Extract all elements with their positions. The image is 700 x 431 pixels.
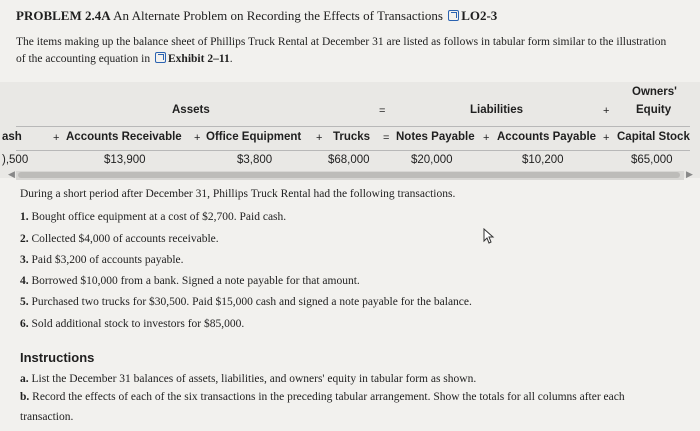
- col-header-office-equipment: Office Equipment: [206, 131, 302, 143]
- value-accounts-payable: $10,200: [522, 154, 564, 166]
- transaction-number: 3.: [20, 254, 29, 266]
- plus-sign: +: [603, 105, 610, 117]
- intro-end: .: [229, 53, 233, 65]
- instruction-letter: b.: [20, 391, 30, 403]
- value-accounts-receivable: $13,900: [104, 154, 146, 166]
- transaction-text: Sold additional stock to investors for $85,000.: [31, 318, 245, 330]
- external-link-icon[interactable]: [448, 10, 459, 21]
- col-header-accounts-payable: Accounts Payable: [497, 131, 597, 143]
- problem-number: PROBLEM 2.4A: [16, 8, 111, 23]
- scroll-right-arrow-icon[interactable]: ▶: [686, 169, 693, 179]
- scroll-left-arrow-icon[interactable]: ◀: [8, 169, 15, 179]
- value-notes-payable: $20,000: [411, 154, 453, 166]
- intro-text: The items making up the balance sheet of Phillips Truck Rental at December 31 are listed as follows in tabular form similar to the illustration of the accounting equation in: [16, 36, 667, 65]
- transaction-number: 4.: [20, 275, 29, 287]
- transaction-text: Bought office equipment at a cost of $2,700. Paid cash.: [31, 211, 287, 223]
- instruction-b: [20, 387, 680, 427]
- value-cash: ),500: [2, 154, 29, 166]
- plus-sign: +: [316, 132, 323, 144]
- scrollbar-thumb[interactable]: [18, 172, 680, 178]
- transaction-item: [20, 211, 286, 223]
- transaction-number: 5.: [20, 296, 29, 308]
- problem-heading: [16, 8, 497, 24]
- transaction-text: Paid $3,200 of accounts payable.: [31, 254, 184, 266]
- transaction-number: 2.: [20, 233, 29, 245]
- transaction-item: [20, 254, 184, 266]
- exhibit-link[interactable]: Exhibit 2–11: [168, 53, 230, 65]
- assets-group-header: Assets: [172, 104, 210, 116]
- equals-sign: =: [379, 105, 386, 117]
- col-header-accounts-receivable: Accounts Receivable: [66, 131, 182, 143]
- transaction-item: [20, 233, 219, 245]
- owners-equity-header-line2: Equity: [636, 104, 672, 116]
- value-capital-stock: $65,000: [631, 154, 673, 166]
- value-trucks: $68,000: [328, 154, 370, 166]
- col-header-notes-payable: Notes Payable: [396, 131, 475, 143]
- owners-equity-header-line1: Owners': [632, 86, 677, 98]
- equals-sign: =: [383, 132, 390, 144]
- transaction-text: Borrowed $10,000 from a bank. Signed a note payable for that amount.: [31, 275, 360, 287]
- plus-sign: +: [53, 132, 60, 144]
- external-link-icon[interactable]: [155, 52, 166, 63]
- value-office-equipment: $3,800: [237, 154, 273, 166]
- transaction-number: 1.: [20, 211, 29, 223]
- col-header-capital-stock: Capital Stock: [617, 131, 690, 143]
- transaction-item: [20, 296, 472, 308]
- col-header-cash: ash: [2, 131, 22, 143]
- transactions-intro: During a short period after December 31, Phillips Truck Rental had the following transactions.: [20, 188, 456, 200]
- instruction-text: Record the effects of each of the six transactions in the preceding tabular arrangement. Show the totals for all columns after each transaction.: [20, 391, 625, 423]
- learning-objective: LO2-3: [461, 8, 498, 23]
- transaction-text: Purchased two trucks for $30,500. Paid $15,000 cash and signed a note payable for the balance.: [31, 296, 472, 308]
- table-divider: [16, 150, 690, 151]
- plus-sign: +: [603, 132, 610, 144]
- transaction-number: 6.: [20, 318, 29, 330]
- instruction-letter: a.: [20, 373, 29, 385]
- table-divider: [16, 126, 690, 127]
- plus-sign: +: [194, 132, 201, 144]
- transaction-item: [20, 318, 244, 330]
- transaction-item: [20, 275, 360, 287]
- instructions-title: Instructions: [20, 350, 95, 365]
- liabilities-group-header: Liabilities: [470, 104, 524, 116]
- intro-paragraph: [16, 34, 676, 68]
- mouse-pointer-icon: [483, 228, 495, 244]
- transaction-text: Collected $4,000 of accounts receivable.: [31, 233, 219, 245]
- instruction-a: [20, 369, 680, 389]
- col-header-trucks: Trucks: [333, 131, 371, 143]
- plus-sign: +: [483, 132, 490, 144]
- problem-title: An Alternate Problem on Recording the Effects of Transactions: [113, 8, 443, 23]
- instruction-text: List the December 31 balances of assets, liabilities, and owners' equity in tabular form as shown.: [31, 373, 477, 385]
